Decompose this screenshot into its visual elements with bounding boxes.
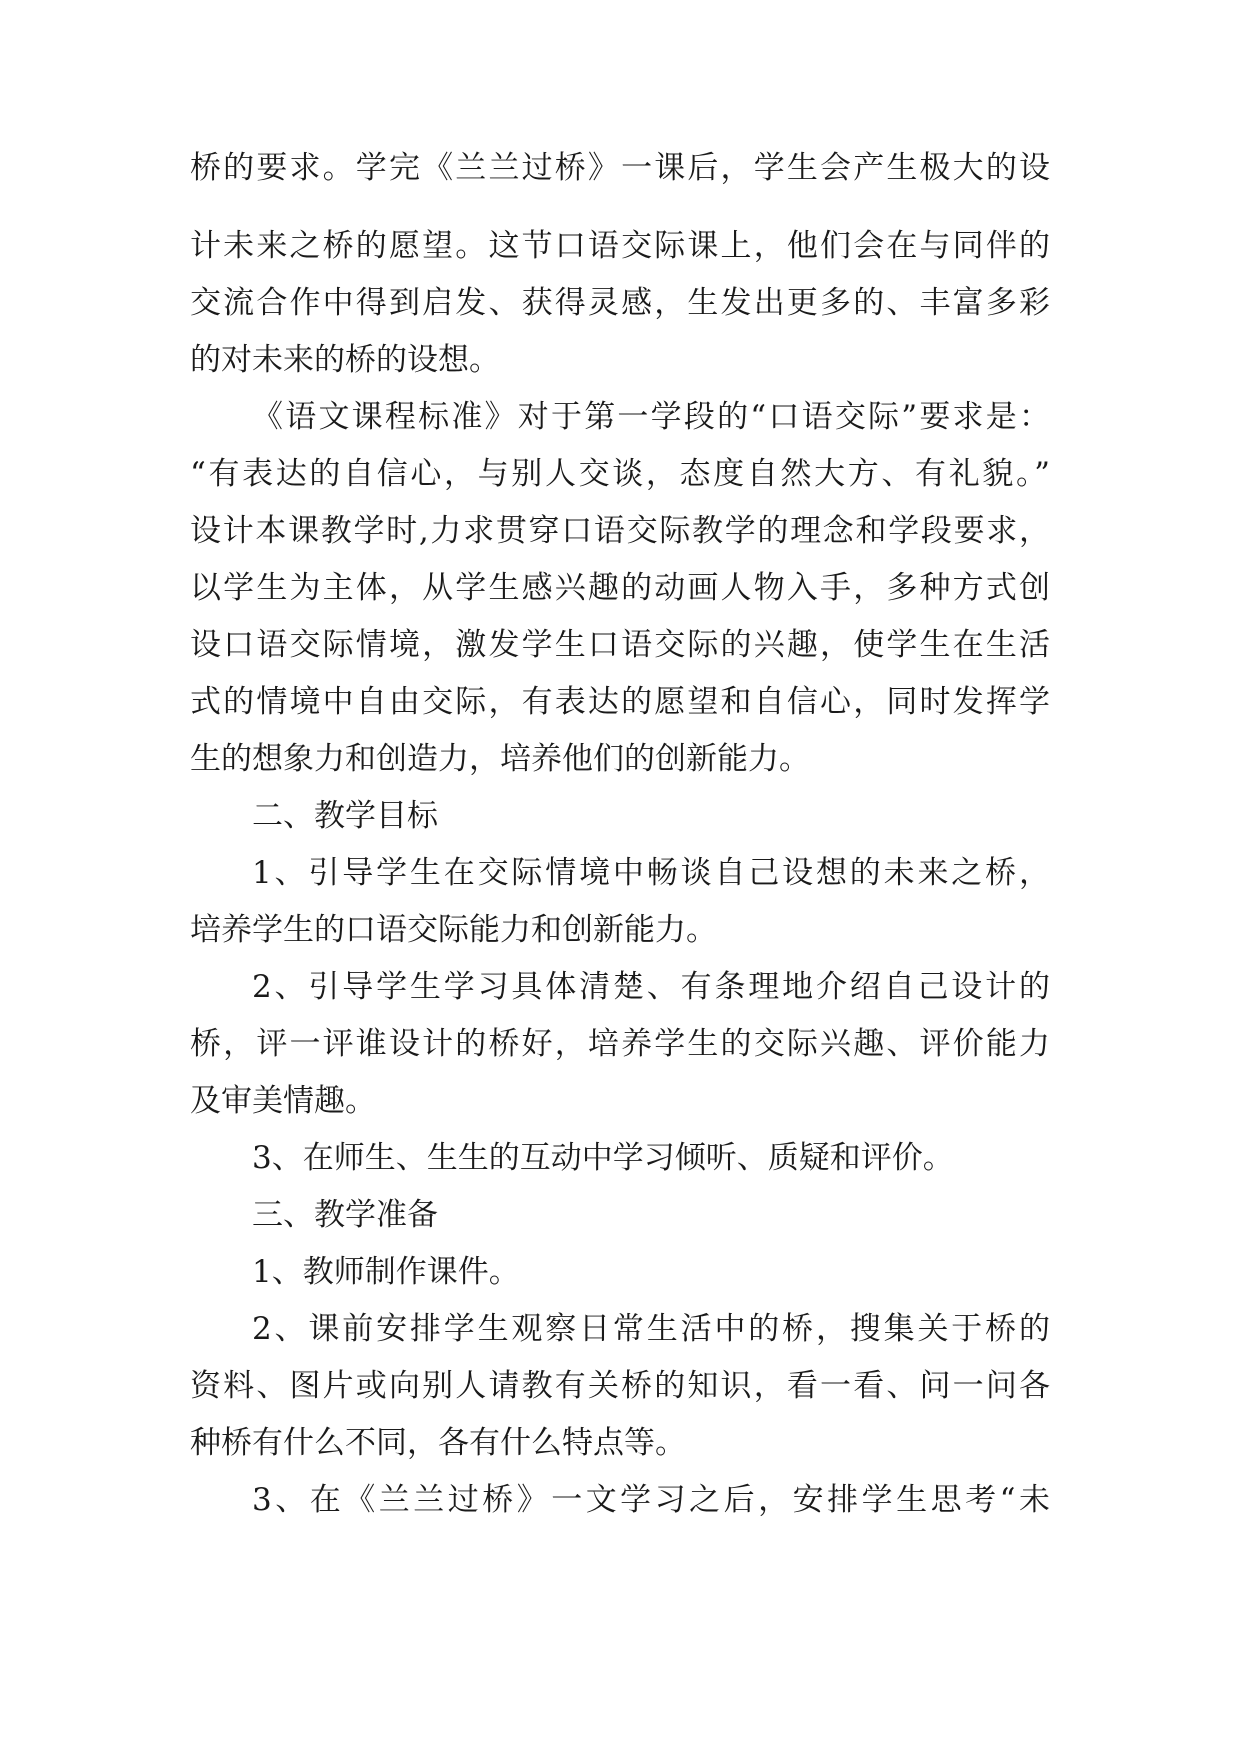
text-line: 的对未来的桥的设想。 (190, 342, 500, 378)
text-line: 以学生为主体，从学生感兴趣的动画人物入手，多种方式创 (190, 570, 1050, 606)
text-line: “有表达的自信心，与别人交谈，态度自然大方、有礼貌。” (190, 456, 1050, 492)
text-line: 3、在师生、生生的互动中学习倾听、质疑和评价。 (252, 1140, 954, 1176)
text-line: 设口语交际情境，激发学生口语交际的兴趣，使学生在生活 (190, 627, 1050, 663)
text-line: 3、在《兰兰过桥》一文学习之后，安排学生思考“未 (252, 1482, 1050, 1518)
text-line: 《语文课程标准》对于第一学段的“口语交际”要求是： (252, 399, 1050, 435)
text-line: 式的情境中自由交际，有表达的愿望和自信心，同时发挥学 (190, 684, 1050, 720)
text-line: 2、课前安排学生观察日常生活中的桥，搜集关于桥的 (252, 1311, 1050, 1347)
section-heading: 二、教学目标 (252, 798, 438, 834)
text-line: 资料、图片或向别人请教有关桥的知识，看一看、问一问各 (190, 1368, 1050, 1404)
text-line: 桥的要求。学完《兰兰过桥》一课后，学生会产生极大的设 (190, 150, 1050, 186)
text-line: 2、引导学生学习具体清楚、有条理地介绍自己设计的 (252, 969, 1050, 1005)
text-line: 桥，评一评谁设计的桥好，培养学生的交际兴趣、评价能力 (190, 1026, 1050, 1062)
text-line: 1、引导学生在交际情境中畅谈自己设想的未来之桥， (252, 855, 1050, 891)
text-line: 交流合作中得到启发、获得灵感，生发出更多的、丰富多彩 (190, 285, 1050, 321)
section-heading: 三、教学准备 (252, 1197, 438, 1233)
text-line: 设计本课教学时,力求贯穿口语交际教学的理念和学段要求， (190, 513, 1050, 549)
text-line: 1、教师制作课件。 (252, 1254, 520, 1290)
text-line: 种桥有什么不同，各有什么特点等。 (190, 1425, 686, 1461)
text-line: 计未来之桥的愿望。这节口语交际课上，他们会在与同伴的 (190, 228, 1050, 264)
text-line: 培养学生的口语交际能力和创新能力。 (190, 912, 717, 948)
text-line: 生的想象力和创造力，培养他们的创新能力。 (190, 741, 810, 777)
text-line: 及审美情趣。 (190, 1083, 376, 1119)
